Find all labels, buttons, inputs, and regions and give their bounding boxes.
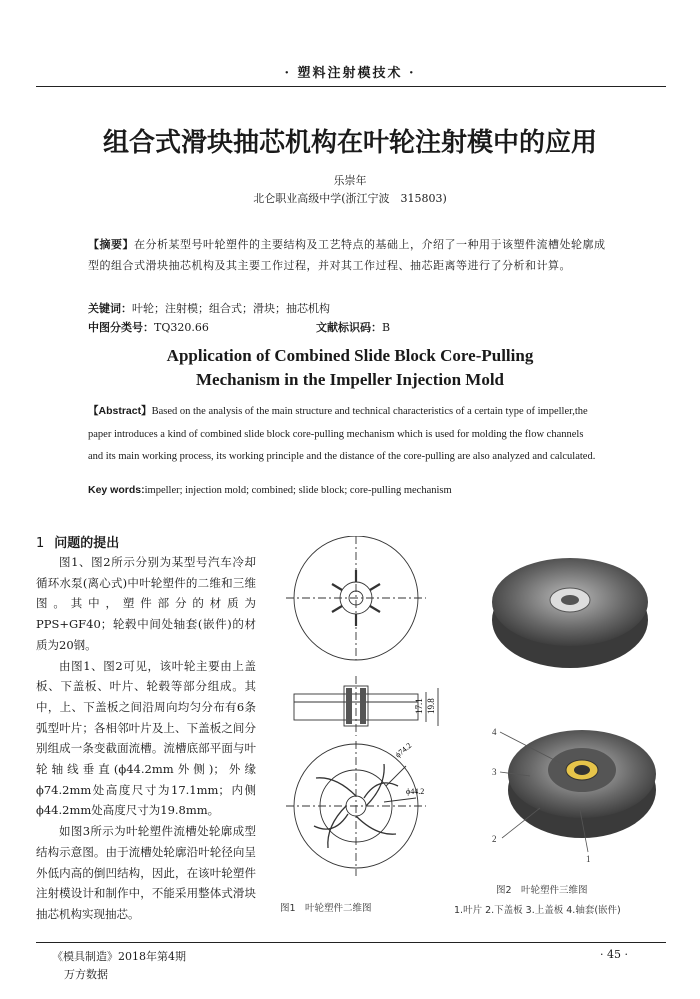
keywords-en — [88, 484, 608, 496]
english-title-line: Mechanism in the Impeller Injection Mold — [195, 370, 505, 389]
section-title: 问题的提出 — [54, 536, 120, 551]
classification-label: 中图分类号： — [88, 321, 154, 334]
callout-1: 1 — [586, 854, 591, 864]
figure2-render — [470, 540, 670, 870]
abstract-en — [88, 400, 600, 469]
section-heading — [36, 532, 119, 551]
dim-17-label: 17.1 — [414, 698, 424, 714]
abstract-cn-label: 【摘要】 — [88, 238, 134, 251]
classification-value: TQ320.66 — [154, 321, 209, 334]
affiliation: 北仑职业高级中学(浙江宁波 315803) — [253, 192, 447, 205]
page-number: · 45 · — [600, 948, 628, 961]
section-number: 1 — [36, 536, 45, 551]
dim-44-label: ϕ44.2 — [406, 787, 425, 796]
abstract-cn-text: 在分析某型号叶轮塑件的主要结构及工艺特点的基础上，介绍了一种用于该塑件流槽处轮廓成型的组合式滑块抽芯机构及其主要工作过程，并对其工作过程、抽芯距离等进行了分析和计算。 — [88, 238, 606, 272]
keywords-cn-label: 关键词： — [88, 302, 132, 315]
abstract-en-label: 【Abstract】 — [88, 405, 152, 417]
doc-id-value: B — [382, 321, 391, 334]
footer-rule — [36, 942, 666, 943]
figure1-caption: 图1 叶轮塑件二维图 — [280, 903, 372, 914]
figure2-legend: 1.叶片 2.下盖板 3.上盖板 4.轴套(嵌件) — [454, 905, 621, 916]
figure1-drawing — [266, 536, 456, 886]
doc-id — [316, 319, 390, 335]
journal-section-header: · 塑料注射模技术 · — [284, 66, 416, 81]
keywords-en-label: Key words: — [88, 484, 145, 496]
doc-id-label: 文献标识码： — [316, 321, 382, 334]
callout-2: 2 — [492, 834, 497, 844]
english-title-line: Application of Combined Slide Block Core-Pulling — [166, 346, 534, 365]
body-paragraph: 图1、图2所示分别为某型号汽车冷却循环水泵(离心式)中叶轮塑件的二维和三维图。其中，塑件部分的材质为PPS+GF40；轮毂中间处轴套(嵌件)的材质为20钢。 — [36, 555, 256, 652]
database-source: 万方数据 — [64, 968, 108, 981]
callout-3: 3 — [492, 767, 497, 777]
journal-issue: 《模具制造》2018年第4期 — [52, 950, 186, 963]
body-paragraph: 由图1、图2可见，该叶轮主要由上盖板、下盖板、叶片、轮毂等部分组成。其中，上、下盖板之间沿周向均匀分布有6条弧型叶片；各相邻叶片及上、下盖板之间分别组成一条变截面流槽。流槽底部平面与叶轮轴线垂直(ϕ44.2mm外侧)；外缘ϕ74.2mm处高度尺寸为17.1mm；内侧ϕ44.2mm处高度尺寸为19.8mm。 — [36, 658, 256, 818]
body-column — [36, 552, 256, 925]
classification-row — [88, 319, 608, 335]
keywords-cn — [88, 300, 608, 316]
dim-19-label: 19.8 — [426, 698, 436, 714]
keywords-cn-text: 叶轮；注射模；组合式；滑块；抽芯机构 — [132, 302, 330, 315]
abstract-en-text: Based on the analysis of the main structure and technical characteristics of a certain type of impeller,the paper introduces a kind of combined slide block core-pulling mechanism which is used for molding the flow channels and its main working process, its working principle and the distance of the core-pulling are also analyzed and calculated. — [88, 406, 596, 462]
body-paragraph: 如图3所示为叶轮塑件流槽处轮廓成型结构示意图。由于流槽处轮廓沿叶轮径向呈外低内高的倒凹结构，因此，在该叶轮塑件注射模设计和制作中，不能采用整体式滑块抽芯机构实现抽芯。 — [36, 824, 256, 921]
callout-4: 4 — [492, 727, 497, 737]
keywords-en-text: impeller; injection mold; combined; slide block; core-pulling mechanism — [144, 485, 452, 496]
header-rule — [36, 86, 666, 87]
page-title: 组合式滑块抽芯机构在叶轮注射模中的应用 — [102, 128, 597, 158]
english-title — [0, 344, 700, 392]
dim-74-label: ϕ74.2 — [393, 740, 414, 760]
figure2-caption: 图2 叶轮塑件三维图 — [496, 885, 588, 896]
abstract-cn — [88, 234, 608, 276]
author: 乐崇年 — [333, 174, 367, 187]
